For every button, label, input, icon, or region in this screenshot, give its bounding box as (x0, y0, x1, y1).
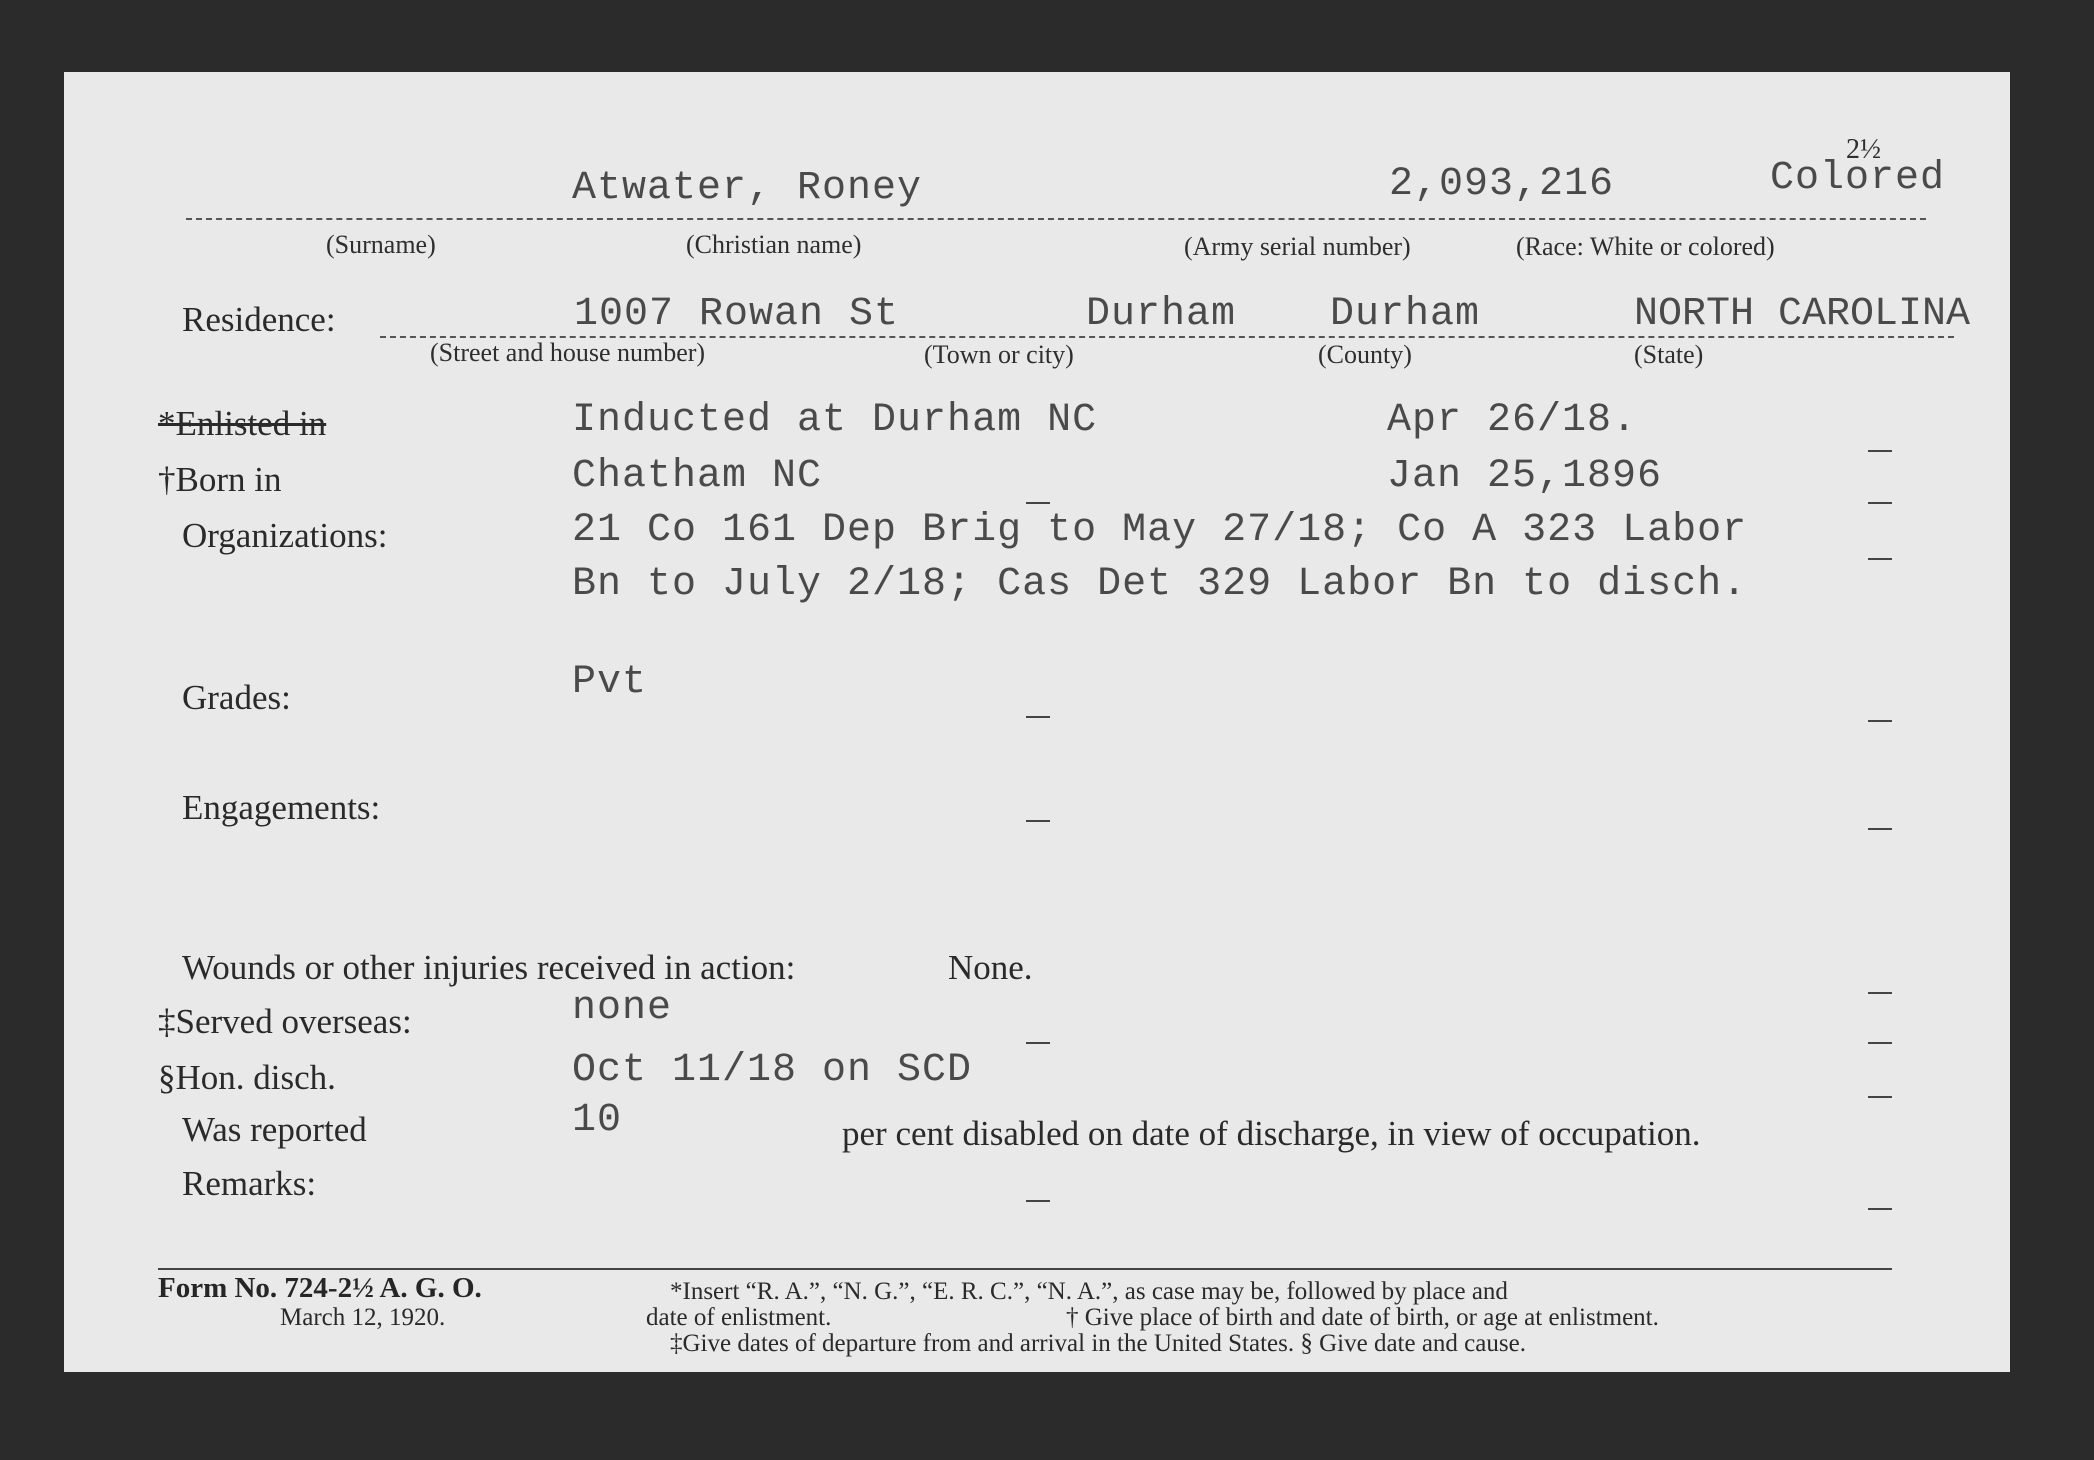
tick-mark (1868, 502, 1892, 504)
race-note-value: 2½ (1846, 134, 1881, 165)
hon-disch-label: §Hon. disch. (158, 1058, 336, 1097)
remarks-label: Remarks: (182, 1164, 317, 1203)
surname-caption: (Surname) (326, 230, 436, 259)
tick-mark (1026, 1200, 1050, 1202)
town-caption: (Town or city) (924, 340, 1074, 369)
town-value: Durham (1086, 292, 1237, 337)
served-overseas-label: ‡Served overseas: (158, 1002, 412, 1041)
organizations-line-1: 21 Co 161 Dep Brig to May 27/18; Co A 323 Labor (572, 508, 1748, 553)
serial-caption: (Army serial number) (1184, 232, 1411, 261)
disabled-percent-value: 10 (572, 1098, 623, 1143)
county-caption: (County) (1318, 340, 1412, 369)
tick-mark (1868, 992, 1892, 994)
street-caption: (Street and house number) (430, 338, 706, 367)
form-date: March 12, 1920. (280, 1304, 446, 1331)
christian-name-caption: (Christian name) (686, 230, 862, 259)
enlisted-value: Inducted at Durham NC (572, 398, 1098, 443)
grades-label: Grades: (182, 678, 291, 717)
organizations-label: Organizations: (182, 516, 388, 555)
service-record-card (64, 72, 2010, 1372)
grades-value: Pvt (572, 660, 648, 705)
state-caption: (State) (1634, 340, 1704, 369)
born-place-value: Chatham NC (572, 454, 823, 499)
wounds-label: Wounds or other injuries received in action: (182, 948, 796, 987)
born-label: †Born in (158, 460, 282, 499)
state-value: NORTH CAROLINA (1634, 292, 1971, 337)
tick-mark (1868, 450, 1892, 452)
tick-mark (1026, 502, 1050, 504)
footer-note-3: † Give place of birth and date of birth, or age at enlistment. (1066, 1304, 1659, 1331)
residence-label: Residence: (182, 300, 336, 339)
tick-mark (1868, 1042, 1892, 1044)
enlisted-label: *Enlisted in (158, 404, 327, 443)
race-caption: (Race: White or colored) (1516, 232, 1775, 261)
county-value: Durham (1330, 292, 1481, 337)
organizations-line-2: Bn to July 2/18; Cas Det 329 Labor Bn to disch. (572, 562, 1748, 607)
footer-note-2: date of enlistment. (646, 1304, 832, 1331)
was-reported-label: Was reported (182, 1110, 367, 1149)
street-value: 1007 Rowan St (574, 292, 900, 337)
tick-mark (1868, 1208, 1892, 1210)
tick-mark (1026, 820, 1050, 822)
footer-note-1: *Insert “R. A.”, “N. G.”, “E. R. C.”, “N. A.”, as case may be, followed by place and (670, 1278, 1508, 1305)
engagements-label: Engagements: (182, 788, 381, 827)
name-line (186, 218, 1926, 220)
enlisted-date-value: Apr 26/18. (1387, 398, 1638, 443)
disabled-text-label: per cent disabled on date of discharge, in view of occupation. (842, 1114, 1701, 1153)
form-number: Form No. 724-2½ A. G. O. (158, 1272, 482, 1304)
tick-mark (1026, 1042, 1050, 1044)
serial-number-value: 2,093,216 (1389, 162, 1615, 207)
hon-disch-value: Oct 11/18 on SCD (572, 1048, 973, 1093)
tick-mark (1868, 1096, 1892, 1098)
wounds-value: None. (948, 948, 1033, 987)
name-value: Atwater, Roney (572, 166, 923, 211)
born-date-value: Jan 25,1896 (1387, 454, 1663, 499)
tick-mark (1868, 828, 1892, 830)
race-value: Colored (1770, 156, 1946, 201)
tick-mark (1868, 720, 1892, 722)
footer-note-4: ‡Give dates of departure from and arrival in the United States. § Give date and cause. (670, 1330, 1526, 1357)
tick-mark (1868, 558, 1892, 560)
served-overseas-value: none (572, 986, 673, 1031)
tick-mark (1026, 716, 1050, 718)
footer-rule (158, 1268, 1892, 1270)
